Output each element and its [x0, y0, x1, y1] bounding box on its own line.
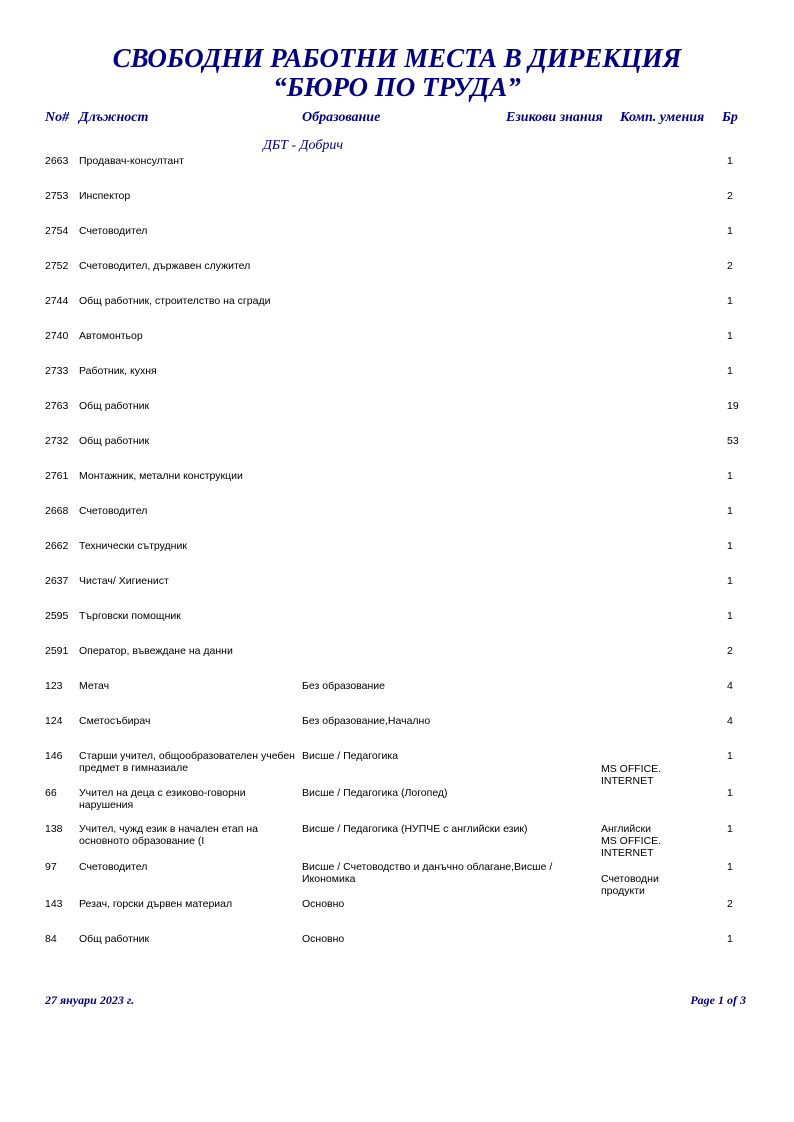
cell-count: 4 [727, 715, 733, 727]
cell-count: 1 [727, 575, 733, 587]
cell-count: 1 [727, 330, 733, 342]
cell-position: Счетоводител [79, 861, 148, 873]
page-title-line-2: “БЮРО ПО ТРУДА” [273, 72, 521, 102]
cell-no: 2662 [45, 540, 69, 552]
page-title-line-1: СВОБОДНИ РАБОТНИ МЕСТА В ДИРЕКЦИЯ [112, 43, 682, 73]
cell-position: Резач, горски дървен материал [79, 898, 233, 910]
cell-education: Основно [302, 898, 345, 910]
cell-count: 1 [727, 295, 733, 307]
cell-position: Инспектор [79, 190, 131, 202]
cell-no: 2761 [45, 470, 69, 482]
cell-education: Висше / Педагогика [302, 750, 399, 762]
cell-no: 2732 [45, 435, 69, 447]
cell-no: 2668 [45, 505, 69, 517]
cell-languages: Английски [601, 823, 651, 835]
cell-position: Автомонтьор [79, 330, 143, 342]
cell-no: 2733 [45, 365, 69, 377]
cell-education: Без образование [302, 680, 385, 692]
cell-position: Учител, чужд език в начален етап на основното образование (I [79, 823, 259, 847]
cell-count: 2 [727, 190, 733, 202]
footer-page-number: Page 1 of 3 [690, 993, 746, 1007]
cell-no: 2591 [45, 645, 69, 657]
cell-position: Оператор, въвеждане на данни [79, 645, 233, 657]
cell-count: 1 [727, 470, 733, 482]
cell-count: 19 [727, 400, 739, 412]
cell-position: Общ работник [79, 435, 150, 447]
cell-no: 97 [45, 861, 57, 873]
cell-position: Общ работник [79, 400, 150, 412]
column-header-computer-skills: Комп. умения [620, 110, 705, 125]
cell-education: Висше / Счетоводство и данъчно облагане,Висше / Икономика [302, 861, 553, 885]
column-header-education: Образование [302, 110, 381, 125]
cell-count: 1 [727, 505, 733, 517]
cell-no: 123 [45, 680, 63, 692]
cell-education: Висше / Педагогика (Логопед) [302, 787, 448, 799]
cell-count: 1 [727, 365, 733, 377]
cell-count: 4 [727, 680, 733, 692]
cell-position: Счетоводител [79, 225, 148, 237]
cell-count: 1 [727, 787, 733, 799]
column-header-count: Бр [722, 110, 738, 125]
cell-position: Работник, кухня [79, 365, 157, 377]
group-label: ДБТ - Добрич [263, 138, 344, 153]
cell-count: 1 [727, 610, 733, 622]
cell-no: 66 [45, 787, 57, 799]
cell-no: 2740 [45, 330, 69, 342]
cell-no: 138 [45, 823, 63, 835]
cell-position: Чистач/ Хигиенист [79, 575, 169, 587]
cell-count: 53 [727, 435, 739, 447]
cell-position: Учител на деца с езиково-говорни нарушения [79, 787, 246, 811]
cell-position: Метач [79, 680, 110, 692]
cell-count: 1 [727, 750, 733, 762]
cell-count: 1 [727, 823, 733, 835]
cell-education: Основно [302, 933, 345, 945]
footer-date: 27 януари 2023 г. [45, 993, 135, 1007]
cell-position: Счетоводител [79, 505, 148, 517]
cell-no: 2663 [45, 155, 69, 167]
cell-position: Продавач-консултант [79, 155, 184, 167]
cell-no: 143 [45, 898, 63, 910]
cell-count: 2 [727, 645, 733, 657]
cell-count: 2 [727, 260, 733, 272]
cell-no: 146 [45, 750, 63, 762]
cell-no: 2753 [45, 190, 69, 202]
cell-count: 1 [727, 540, 733, 552]
column-header-languages: Езикови знания [506, 110, 603, 125]
cell-position: Монтажник, метални конструкции [79, 470, 243, 482]
cell-education: Висше / Педагогика (НУПЧЕ с английски език) [302, 823, 528, 835]
cell-no: 2754 [45, 225, 69, 237]
cell-count: 1 [727, 861, 733, 873]
cell-position: Старши учител, общообразователен учебен предмет в гимназиале [79, 750, 295, 774]
cell-computer-skills: MS OFFICE. INTERNET [601, 763, 662, 787]
cell-no: 124 [45, 715, 63, 727]
cell-position: Общ работник [79, 933, 150, 945]
cell-no: 2637 [45, 575, 69, 587]
cell-no: 2595 [45, 610, 69, 622]
cell-no: 2744 [45, 295, 69, 307]
cell-no: 84 [45, 933, 57, 945]
cell-position: Счетоводител, държавен служител [79, 260, 251, 272]
cell-computer-skills: Счетоводни продукти [601, 873, 659, 897]
cell-no: 2763 [45, 400, 69, 412]
cell-position: Технически сътрудник [79, 540, 187, 552]
cell-count: 1 [727, 933, 733, 945]
cell-computer-skills: MS OFFICE. INTERNET [601, 835, 662, 859]
cell-position: Общ работник, строителство на сгради [79, 295, 271, 307]
column-header-position: Длъжност [79, 110, 149, 125]
cell-count: 1 [727, 225, 733, 237]
cell-count: 1 [727, 155, 733, 167]
cell-position: Търговски помощник [79, 610, 181, 622]
cell-position: Сметосъбирач [79, 715, 151, 727]
cell-education: Без образование,Начално [302, 715, 431, 727]
column-header-no: No# [45, 110, 70, 125]
cell-no: 2752 [45, 260, 69, 272]
cell-count: 2 [727, 898, 733, 910]
